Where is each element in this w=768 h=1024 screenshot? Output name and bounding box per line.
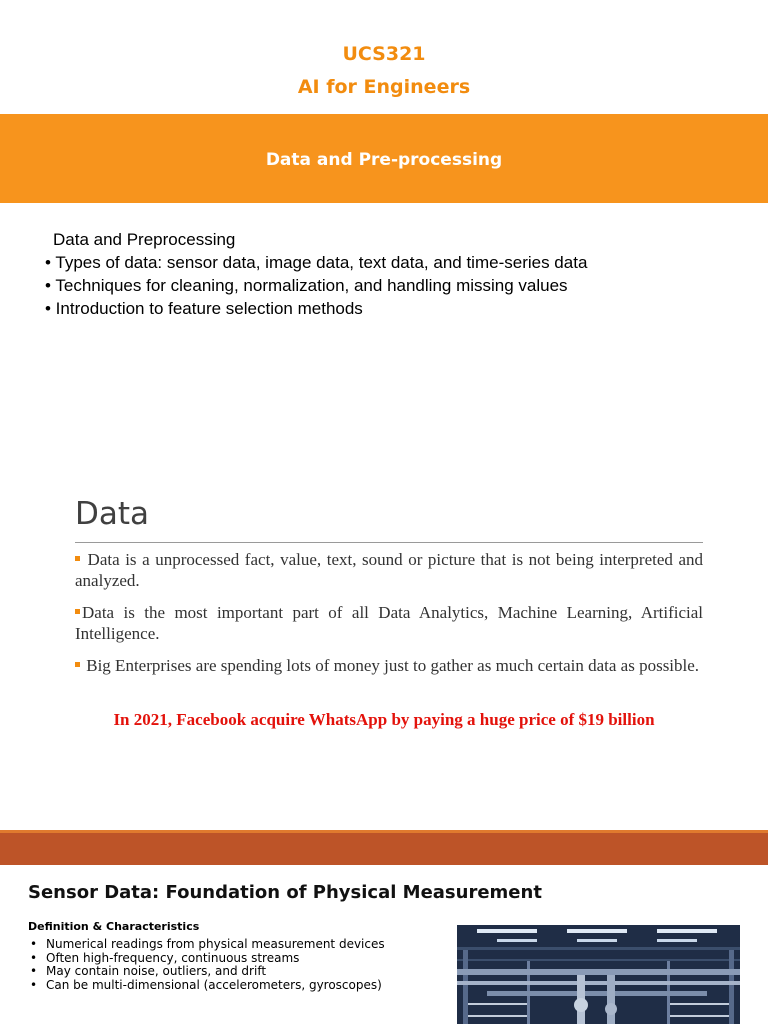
list-item: • Numerical readings from physical measurement devices	[30, 938, 385, 952]
slide-data	[0, 478, 768, 830]
data-bullet-text: Data is a unprocessed fact, value, text, sound or picture that is not being interpreted and analyzed.	[75, 550, 703, 590]
slide-sensor-data	[0, 865, 768, 1024]
data-bullet-text: Big Enterprises are spending lots of money just to gather as much certain data as possible.	[82, 656, 700, 675]
course-code: UCS321	[342, 43, 426, 65]
slide-title: Data	[75, 496, 150, 532]
definition-heading: Definition & Characteristics	[28, 920, 200, 933]
industrial-pipes-illustration	[457, 925, 740, 1024]
data-bullet	[75, 602, 703, 644]
section-banner-title: Data and Pre-processing	[265, 150, 503, 170]
list-item: • Can be multi-dimensional (accelerometers, gyroscopes)	[30, 979, 385, 993]
slide-title: Sensor Data: Foundation of Physical Measurement	[28, 882, 542, 903]
slide-course-intro	[0, 0, 768, 478]
list-item: • Often high-frequency, continuous streams	[30, 952, 385, 966]
data-bullet-list	[75, 549, 703, 687]
data-bullet	[75, 549, 703, 591]
list-item: • May contain noise, outliers, and drift	[30, 965, 385, 979]
square-bullet-icon	[75, 662, 80, 667]
square-bullet-icon	[75, 556, 80, 561]
topics-list	[45, 228, 587, 320]
data-bullet	[75, 655, 703, 676]
topics-heading: Data and Preprocessing	[53, 230, 236, 249]
topic-item: • Introduction to feature selection methods	[45, 299, 363, 318]
highlight-fact: In 2021, Facebook acquire WhatsApp by paying a huge price of $19 billion	[113, 710, 655, 729]
characteristics-list	[30, 938, 385, 992]
industrial-pipes-image	[457, 925, 740, 1024]
topic-item: • Types of data: sensor data, image data, text data, and time-series data	[45, 253, 588, 272]
course-title: AI for Engineers	[297, 76, 471, 98]
data-bullet-text: Data is the most important part of all Data Analytics, Machine Learning, Artificial Intelligence.	[75, 603, 703, 643]
slide-divider-bar	[0, 830, 768, 865]
topic-item: • Techniques for cleaning, normalization, and handling missing values	[45, 276, 568, 295]
title-divider	[75, 542, 703, 543]
square-bullet-icon	[75, 609, 80, 614]
